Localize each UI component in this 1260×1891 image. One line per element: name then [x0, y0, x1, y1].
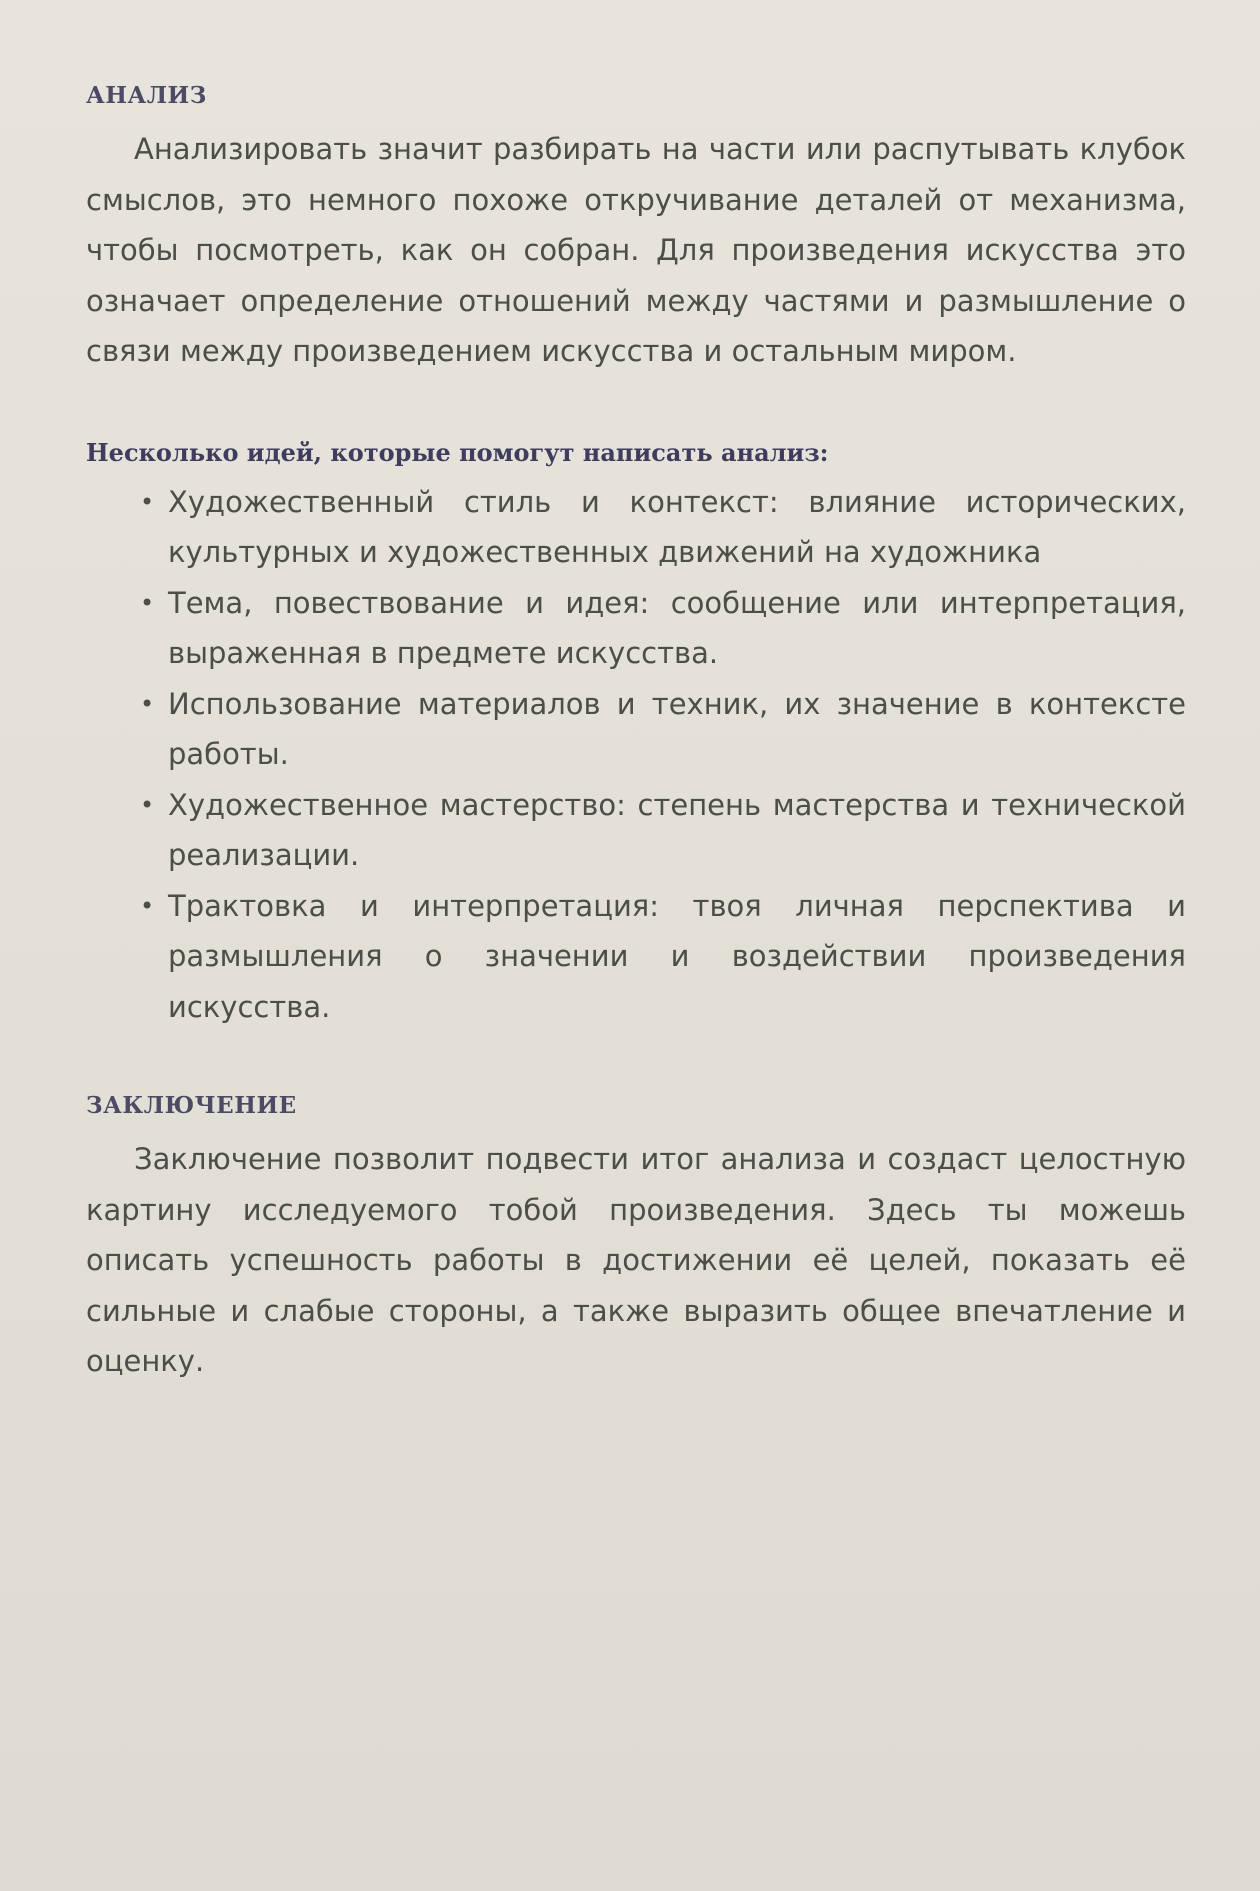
- ideas-list: [86, 477, 1186, 1033]
- conclusion-heading: ЗАКЛЮЧЕНИЕ: [86, 1092, 297, 1119]
- list-item-text: Трактовка и интерпретация: твоя личная перспектива и размышления о значении и воздействии произведения искусства.: [168, 888, 1186, 1024]
- bullet-icon: •: [140, 487, 155, 516]
- list-item: [86, 679, 1186, 780]
- list-item-text: Художественное мастерство: степень мастерства и технической реализации.: [168, 787, 1186, 872]
- list-item: [86, 780, 1186, 881]
- bullet-icon: •: [140, 790, 155, 819]
- bullet-icon: •: [140, 891, 155, 920]
- list-item: [86, 477, 1186, 578]
- conclusion-paragraph: Заключение позволит подвести итог анализа и создаст целостную картину исследуемого тобой произведения. Здесь ты можешь описать успешность работы в достижении её целей, показать её сильные и слабые стороны, а также выразить общее впечатление и оценку.: [86, 1142, 1186, 1378]
- conclusion-section: [86, 1088, 1186, 1387]
- analysis-paragraph: Анализировать значит разбирать на части или распутывать клубок смыслов, это немного похоже откручивание деталей от механизма, чтобы посмотреть, как он собран. Для произведения искусства это означает определение отношений между частями и размышление о связи между произведением искусства и остальным миром.: [86, 132, 1186, 368]
- list-item: [86, 578, 1186, 679]
- list-item-text: Тема, повествование и идея: сообщение или интерпретация, выраженная в предмете искусства.: [168, 585, 1186, 670]
- bullet-icon: •: [140, 689, 155, 718]
- bullet-icon: •: [140, 588, 155, 617]
- ideas-heading: Несколько идей, которые помогут написать анализ:: [86, 437, 829, 467]
- page-content: [86, 78, 1186, 1387]
- analysis-heading: АНАЛИЗ: [86, 82, 207, 109]
- list-item-text: Использование материалов и техник, их значение в контексте работы.: [168, 686, 1186, 771]
- list-item: [86, 881, 1186, 1033]
- list-item-text: Художественный стиль и контекст: влияние исторических, культурных и художественных движений на художника: [168, 484, 1186, 569]
